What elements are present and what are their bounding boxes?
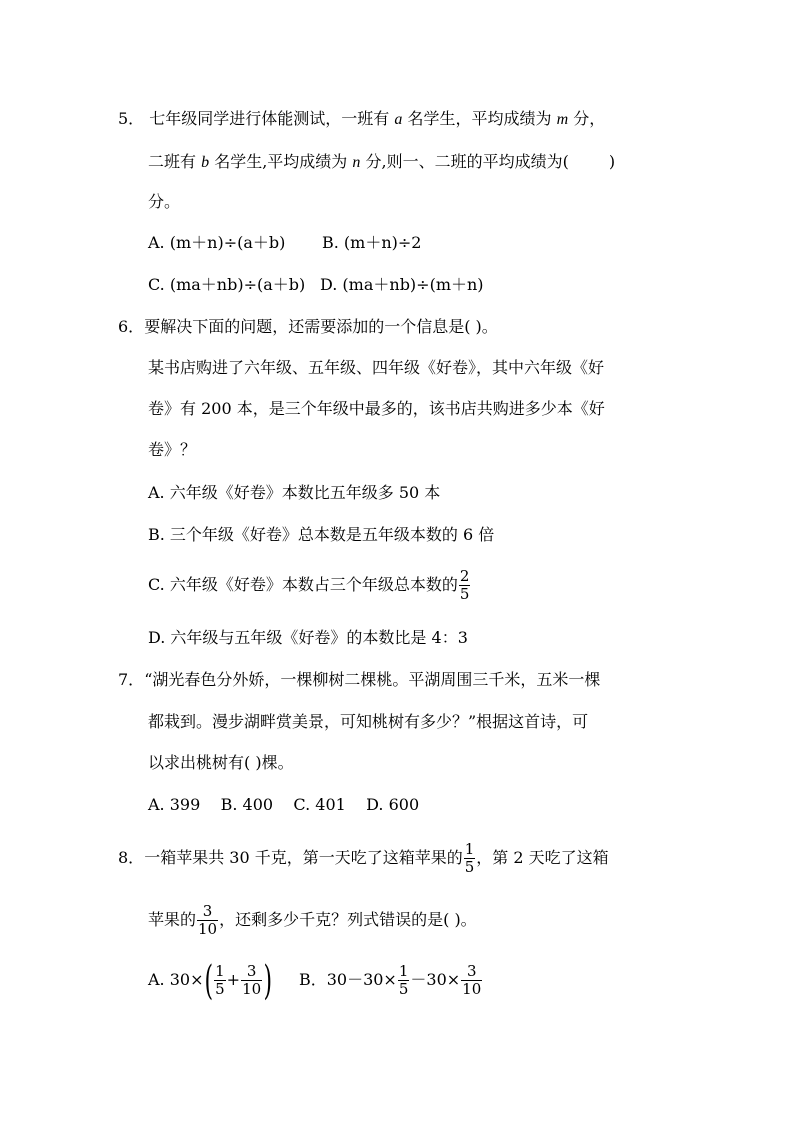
q7-line-3: 以求出桃树有( )棵。 — [148, 753, 294, 772]
q6-passage-3: 卷》？ — [148, 440, 197, 459]
q5-var-a: a — [394, 111, 403, 128]
q7-options: A. 399 B. 400 C. 401 D. 600 — [148, 795, 420, 814]
q5-text: 七年级同学进行体能测试，一班有 — [149, 109, 390, 128]
q7-line-2: 都栽到。漫步湖畔赏美景，可知桃树有多少？”根据这首诗，可 — [148, 712, 589, 731]
fraction: $\frac{1}{5}$ — [215, 962, 225, 998]
q5-option-a: A. (m＋n)÷(a＋b) — [148, 233, 286, 252]
q6-option-d: D. 六年级与五年级《好卷》的本数比是 4：3 — [148, 628, 468, 647]
q5-number: 5． — [118, 109, 145, 128]
fraction: $\frac{3}{10}$ — [462, 962, 482, 998]
q5-text: 名学生，平均成绩为 — [407, 109, 552, 128]
q8-line-1 — [118, 838, 609, 878]
q6-line-1 — [118, 317, 498, 337]
q5-text: 分,则一、二班的平均成绩为( — [365, 152, 569, 171]
q8-option-a: A. 30×( $\frac{1}{5}$ + $\frac{3}{10}$ ) — [148, 957, 273, 1004]
q8-text: 苹果的 — [148, 910, 197, 929]
q5-text: ) — [608, 152, 616, 171]
q7-line-1 — [118, 670, 600, 690]
fraction: $\frac{3}{10}$ — [198, 902, 218, 938]
q5-option-c: C. (ma＋nb)÷(a＋b) — [148, 275, 306, 294]
q8-text: ，还剩多少千克？列式错误的是( )。 — [219, 910, 477, 929]
fraction: $\frac{1}{5}$ — [464, 840, 475, 876]
q8-options — [148, 958, 483, 1002]
q6-option-c — [148, 566, 471, 604]
q5-var-b: b — [201, 154, 210, 171]
fraction: $\frac{1}{5}$ — [398, 962, 409, 998]
q8-number: 8． — [118, 848, 145, 867]
q5-text: 分， — [573, 109, 606, 128]
q5-text: 名学生,平均成绩为 — [214, 152, 348, 171]
q7-text: “湖光春色分外娇，一棵柳树二棵桃。平湖周围三千米，五米一棵 — [144, 670, 601, 689]
q5-option-d: D. (ma＋nb)÷(m＋n) — [320, 275, 484, 294]
q6-passage-1: 某书店购进了六年级、五年级、四年级《好卷》，其中六年级《好 — [148, 358, 605, 377]
q8-line-2 — [148, 900, 477, 940]
q5-option-b: B. (m＋n)÷2 — [322, 233, 422, 252]
q6-option-c-text: C. 六年级《好卷》本数占三个年级总本数的 — [148, 575, 458, 594]
q6-stem: 要解决下面的问题，还需要添加的一个信息是( )。 — [144, 317, 498, 336]
q8-text: 一箱苹果共 30 千克，第一天吃了这箱苹果的 — [144, 848, 463, 867]
q6-option-b: B. 三个年级《好卷》总本数是五年级本数的 6 倍 — [148, 525, 495, 544]
q7-number: 7． — [118, 670, 145, 689]
fraction: $\frac{2}{5}$ — [459, 567, 470, 603]
q5-var-n: n — [352, 154, 361, 171]
q8-text: ，第 2 天吃了这箱 — [476, 848, 609, 867]
q6-number: 6． — [118, 317, 145, 336]
q5-line-1 — [118, 109, 605, 130]
q5-var-m: m — [556, 111, 569, 128]
q5-line-3: 分。 — [148, 192, 181, 211]
q8-option-b: B．30－30× $\frac{1}{5}$ －30× $\frac{3}{10}$ — [298, 962, 482, 998]
q5-text: 二班有 — [148, 152, 197, 171]
q6-passage-2: 卷》有 200 本，是三个年级中最多的，该书店共购进多少本《好 — [148, 399, 605, 418]
fraction: $\frac{3}{10}$ — [242, 962, 262, 998]
q6-option-a: A. 六年级《好卷》本数比五年级多 50 本 — [148, 483, 441, 502]
q5-line-2 — [148, 152, 615, 173]
